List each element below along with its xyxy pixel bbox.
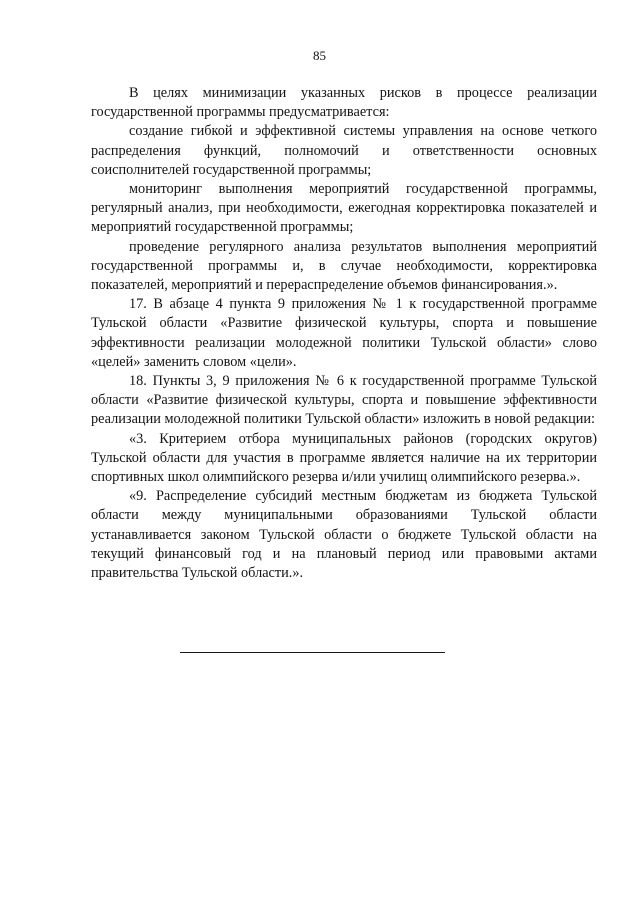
document-body xyxy=(91,84,597,583)
paragraph-management-system: создание гибкой и эффективной системы управления на основе четкого распределения функций, полномочий и ответственности основных соисполнителей государственной программы; xyxy=(91,123,597,178)
paragraph-quote-9: «9. Распределение субсидий местным бюджетам из бюджета Тульской области между муниципальными образованиями Тульской области устанавливается законом Тульской области о бюджете Тульской области на текущий финансовый год и на плановый период или правовыми актами правительства Тульской области.». xyxy=(91,488,597,582)
paragraph-item-18: 18. Пункты 3, 9 приложения № 6 к государственной программе Тульской области «Развитие физической культуры, спорта и повышение эффективности реализации молодежной политики Тульской области» изложить в новой редакции: xyxy=(91,373,597,428)
closing-divider-line xyxy=(180,652,445,653)
paragraph-risk-intro: В целях минимизации указанных рисков в процессе реализации государственной программы предусматривается: xyxy=(91,85,597,121)
paragraph-monitoring: мониторинг выполнения мероприятий государственной программы, регулярный анализ, при необходимости, ежегодная корректировка показателей и мероприятий государственной программы; xyxy=(91,181,597,236)
page-number: 85 xyxy=(313,48,326,63)
paragraph-item-17: 17. В абзаце 4 пункта 9 приложения № 1 к государственной программе Тульской области «Развитие физической культуры, спорта и повышение эффективности реализации молодежной политики Тульской области» слово «целей» заменить словом «цели». xyxy=(91,296,597,370)
paragraph-quote-3: «3. Критерием отбора муниципальных районов (городских округов) Тульской области для участия в программе является наличие на их территории спортивных школ олимпийского резерва и/или училищ олимпийского резерва.». xyxy=(91,430,597,486)
paragraph-regular-analysis: проведение регулярного анализа результатов выполнения мероприятий государственной программы и, в случае необходимости, корректировка показателей, мероприятий и перераспределение объемов финансирования.». xyxy=(91,238,597,294)
